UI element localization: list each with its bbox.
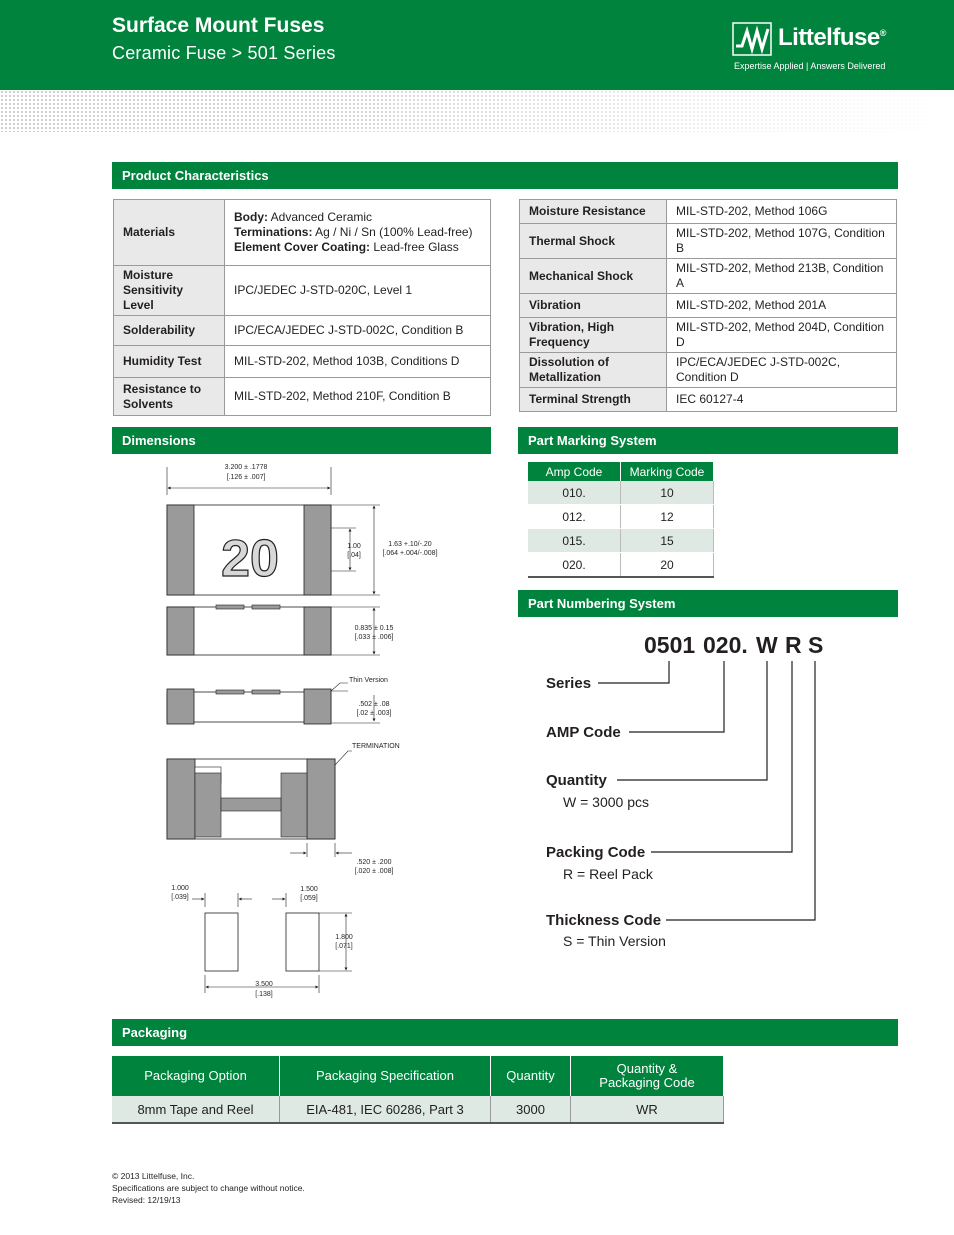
table-cell: 12 <box>621 505 714 529</box>
dim-thick: 0.835 ± 0.15 <box>354 625 394 632</box>
row-label: Humidity Test <box>114 346 225 378</box>
part-marking-table <box>528 462 714 578</box>
section-product-characteristics: Product Characteristics <box>112 162 898 189</box>
row-value: MIL-STD-202, Method 107G, Condition B <box>667 224 897 259</box>
page-title: Surface Mount Fuses <box>112 14 325 37</box>
section-part-numbering: Part Numbering System <box>518 590 898 617</box>
dim-height2-in: [.064 +.004/-.008] <box>382 550 438 557</box>
thickness-code-note: S = Thin Version <box>563 933 666 949</box>
packing-code-label: Packing Code <box>546 844 646 861</box>
dim-termination-label: TERMINATION <box>352 743 400 750</box>
series-label: Series <box>546 675 592 692</box>
table-cell: 010. <box>528 481 621 505</box>
dim-height2: 1.63 +.10/-.20 <box>388 541 432 548</box>
row-value: MIL-STD-202, Method 204D, Condition D <box>667 318 897 353</box>
section-packaging: Packaging <box>112 1019 898 1046</box>
row-value: IEC 60127-4 <box>667 388 897 412</box>
code-packing: R <box>785 632 802 658</box>
row-value: IPC/ECA/JEDEC J-STD-002C, Condition B <box>225 316 491 346</box>
materials-value: Body: Advanced Ceramic Terminations: Ag / Ni / Sn (100% Lead-free) Element Cover Coating: Lead-free Glass <box>225 200 491 266</box>
table-cell: EIA-481, IEC 60286, Part 3 <box>280 1096 491 1123</box>
code-thickness: S <box>808 632 824 658</box>
row-label: Vibration <box>520 294 667 318</box>
dim-height1: 1.00 <box>347 543 361 550</box>
table-cell: 20 <box>621 553 714 578</box>
dim-pad-h: 1.800 <box>335 934 353 941</box>
dim-gap: 1.500 <box>300 886 318 893</box>
col-marking-code: Marking Code <box>621 462 714 481</box>
row-value: IPC/JEDEC J-STD-020C, Level 1 <box>225 266 491 316</box>
row-label: Moisture Resistance <box>520 200 667 224</box>
characteristics-table-right <box>519 199 897 412</box>
dim-gap-in: [.059] <box>300 895 318 902</box>
dim-thin: .502 ± .08 <box>358 701 390 708</box>
packaging-table <box>112 1056 724 1124</box>
dim-term: .520 ± .200 <box>356 859 392 866</box>
col-amp-code: Amp Code <box>528 462 621 481</box>
thickness-code-label: Thickness Code <box>546 912 662 929</box>
dim-height1-in: [.04] <box>347 552 361 559</box>
copyright: © 2013 Littelfuse, Inc. <box>112 1171 195 1181</box>
col-quantity: Quantity <box>491 1056 571 1096</box>
table-cell: 8mm Tape and Reel <box>112 1096 280 1123</box>
packing-code-note: R = Reel Pack <box>563 866 653 882</box>
code-amp: 020. <box>703 632 748 658</box>
section-dimensions: Dimensions <box>112 427 491 454</box>
table-cell: 15 <box>621 529 714 553</box>
row-value: MIL-STD-202, Method 210F, Condition B <box>225 378 491 416</box>
page-subtitle: Ceramic Fuse > 501 Series <box>112 43 336 63</box>
dim-thin-label: Thin Version <box>349 677 388 684</box>
row-label: Dissolution of Metallization <box>520 353 667 388</box>
dim-term-in: [.020 ± .008] <box>354 868 394 875</box>
revision-date: Revised: 12/19/13 <box>112 1195 181 1205</box>
row-value: MIL-STD-202, Method 103B, Conditions D <box>225 346 491 378</box>
dim-span-in: [.138] <box>255 991 273 998</box>
row-value: MIL-STD-202, Method 201A <box>667 294 897 318</box>
table-cell: 015. <box>528 529 621 553</box>
col-packaging-option: Packaging Option <box>112 1056 280 1096</box>
characteristics-table-left <box>113 199 491 416</box>
dim-pad-h-in: [.071] <box>335 943 353 950</box>
logo-wordmark: Littelfuse® <box>778 24 886 51</box>
row-value: IPC/ECA/JEDEC J-STD-002C, Condition D <box>667 353 897 388</box>
footer <box>112 1170 305 1206</box>
row-label: Moisture Sensitivity Level <box>114 266 225 316</box>
dim-pad-w: 1.000 <box>171 885 189 892</box>
code-series: 0501 <box>644 632 696 658</box>
fuse-marking: 20 <box>221 530 279 588</box>
amp-code-label: AMP Code <box>546 724 621 741</box>
row-label: Thermal Shock <box>520 224 667 259</box>
row-value: MIL-STD-202, Method 213B, Condition A <box>667 259 897 294</box>
row-label: Terminal Strength <box>520 388 667 412</box>
disclaimer: Specifications are subject to change without notice. <box>112 1183 305 1193</box>
table-cell: 020. <box>528 553 621 578</box>
part-numbering-diagram <box>518 625 898 955</box>
row-label: Resistance to Solvents <box>114 378 225 416</box>
quantity-note: W = 3000 pcs <box>563 794 649 810</box>
code-quantity: W <box>756 632 778 658</box>
dim-thick-in: [.033 ± .006] <box>354 634 394 641</box>
dim-width: 3.200 ± .1778 <box>224 464 268 471</box>
dim-thin-in: [.02 ± .003] <box>356 710 392 717</box>
row-label: Vibration, High Frequency <box>520 318 667 353</box>
row-label: Mechanical Shock <box>520 259 667 294</box>
quantity-label: Quantity <box>546 772 607 789</box>
col-qty-packaging-code: Quantity & Packaging Code <box>571 1056 724 1096</box>
table-cell: 012. <box>528 505 621 529</box>
dim-span: 3.500 <box>255 981 273 988</box>
dim-pad-w-in: [.039] <box>171 894 189 901</box>
row-value: MIL-STD-202, Method 106G <box>667 200 897 224</box>
dim-width-in: [.126 ± .007] <box>226 474 266 481</box>
materials-label: Materials <box>114 200 225 266</box>
col-packaging-spec: Packaging Specification <box>280 1056 491 1096</box>
littelfuse-logo-icon <box>732 22 772 56</box>
row-label: Solderability <box>114 316 225 346</box>
section-part-marking: Part Marking System <box>518 427 898 454</box>
dimensions-drawing <box>112 455 492 1005</box>
logo-tagline: Expertise Applied | Answers Delivered <box>734 61 886 71</box>
table-cell: 3000 <box>491 1096 571 1123</box>
table-cell: 10 <box>621 481 714 505</box>
table-cell: WR <box>571 1096 724 1123</box>
